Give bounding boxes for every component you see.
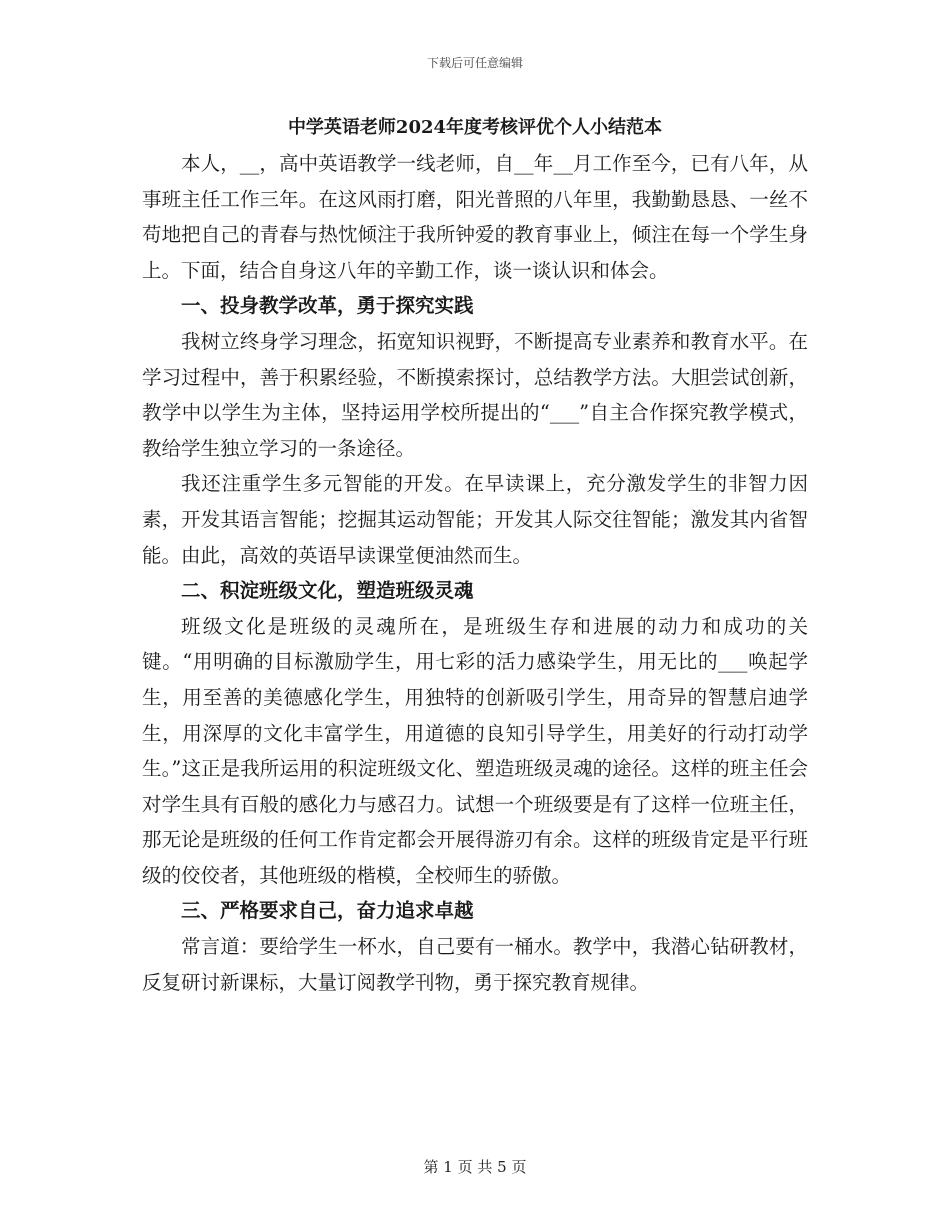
header-note: 下载后可任意编辑 bbox=[426, 56, 523, 70]
section-heading-1: 一、投身教学改革，勇于探究实践 bbox=[181, 294, 474, 318]
intro-paragraph: 本人，__，高中英语教学一线老师，自__年__月工作至今，已有八年，从事班主任工作三年。在这风雨打磨，阳光普照的八年里，我勤勤恳恳、一丝不苟地把自己的青春与热忱倾注于我所钟爱的教育事业上，倾注在每一个学生身上。下面，结合自身这八年的辛勤工作，谈一谈认识和体会。 bbox=[142, 152, 808, 282]
section-heading-3: 三、严格要求自己，奋力追求卓越 bbox=[181, 899, 474, 923]
section-3-paragraph-1: 常言道：要给学生一杯水，自己要有一桶水。教学中，我潜心钻研教材，反复研讨新课标，大量订阅教学刊物，勇于探究教育规律。 bbox=[142, 935, 808, 994]
document-title: 中学英语老师2024年度考核评优个人小结范本 bbox=[287, 117, 663, 138]
section-1-paragraph-1: 我树立终身学习理念，拓宽知识视野，不断提高专业素养和教育水平。在学习过程中，善于积累经验，不断摸索探讨，总结教学方法。大胆尝试创新，教学中以学生为主体，坚持运用学校所提出的“___”自主合作探究教学模式，教给学生独立学习的一条途径。 bbox=[142, 329, 808, 460]
section-heading-2: 二、积淀班级文化，塑造班级灵魂 bbox=[181, 579, 474, 603]
document-body bbox=[142, 146, 808, 1000]
section-1-paragraph-2: 我还注重学生多元智能的开发。在早读课上，充分激发学生的非智力因素，开发其语言智能；挖掘其运动智能；开发其人际交往智能；激发其内省智能。由此，高效的英语早读课堂便油然而生。 bbox=[142, 472, 808, 567]
page-number: 第 1 页 共 5 页 bbox=[423, 1158, 527, 1176]
section-2-paragraph-1: 班级文化是班级的灵魂所在，是班级生存和进展的动力和成功的关键。“用明确的目标激励学生，用七彩的活力感染学生，用无比的___唤起学生，用至善的美德感化学生，用独特的创新吸引学生，用奇异的智慧启迪学生，用深厚的文化丰富学生，用道德的良知引导学生，用美好的行动打动学生。”这正是我所运用的积淀班级文化、塑造班级灵魂的途径。这样的班主任会对学生具有百般的感化力与感召力。试想一个班级要是有了这样一位班主任，那无论是班级的任何工作肯定都会开展得游刃有余。这样的班级肯定是平行班级的佼佼者，其他班级的楷模，全校师生的骄傲。 bbox=[142, 614, 808, 887]
